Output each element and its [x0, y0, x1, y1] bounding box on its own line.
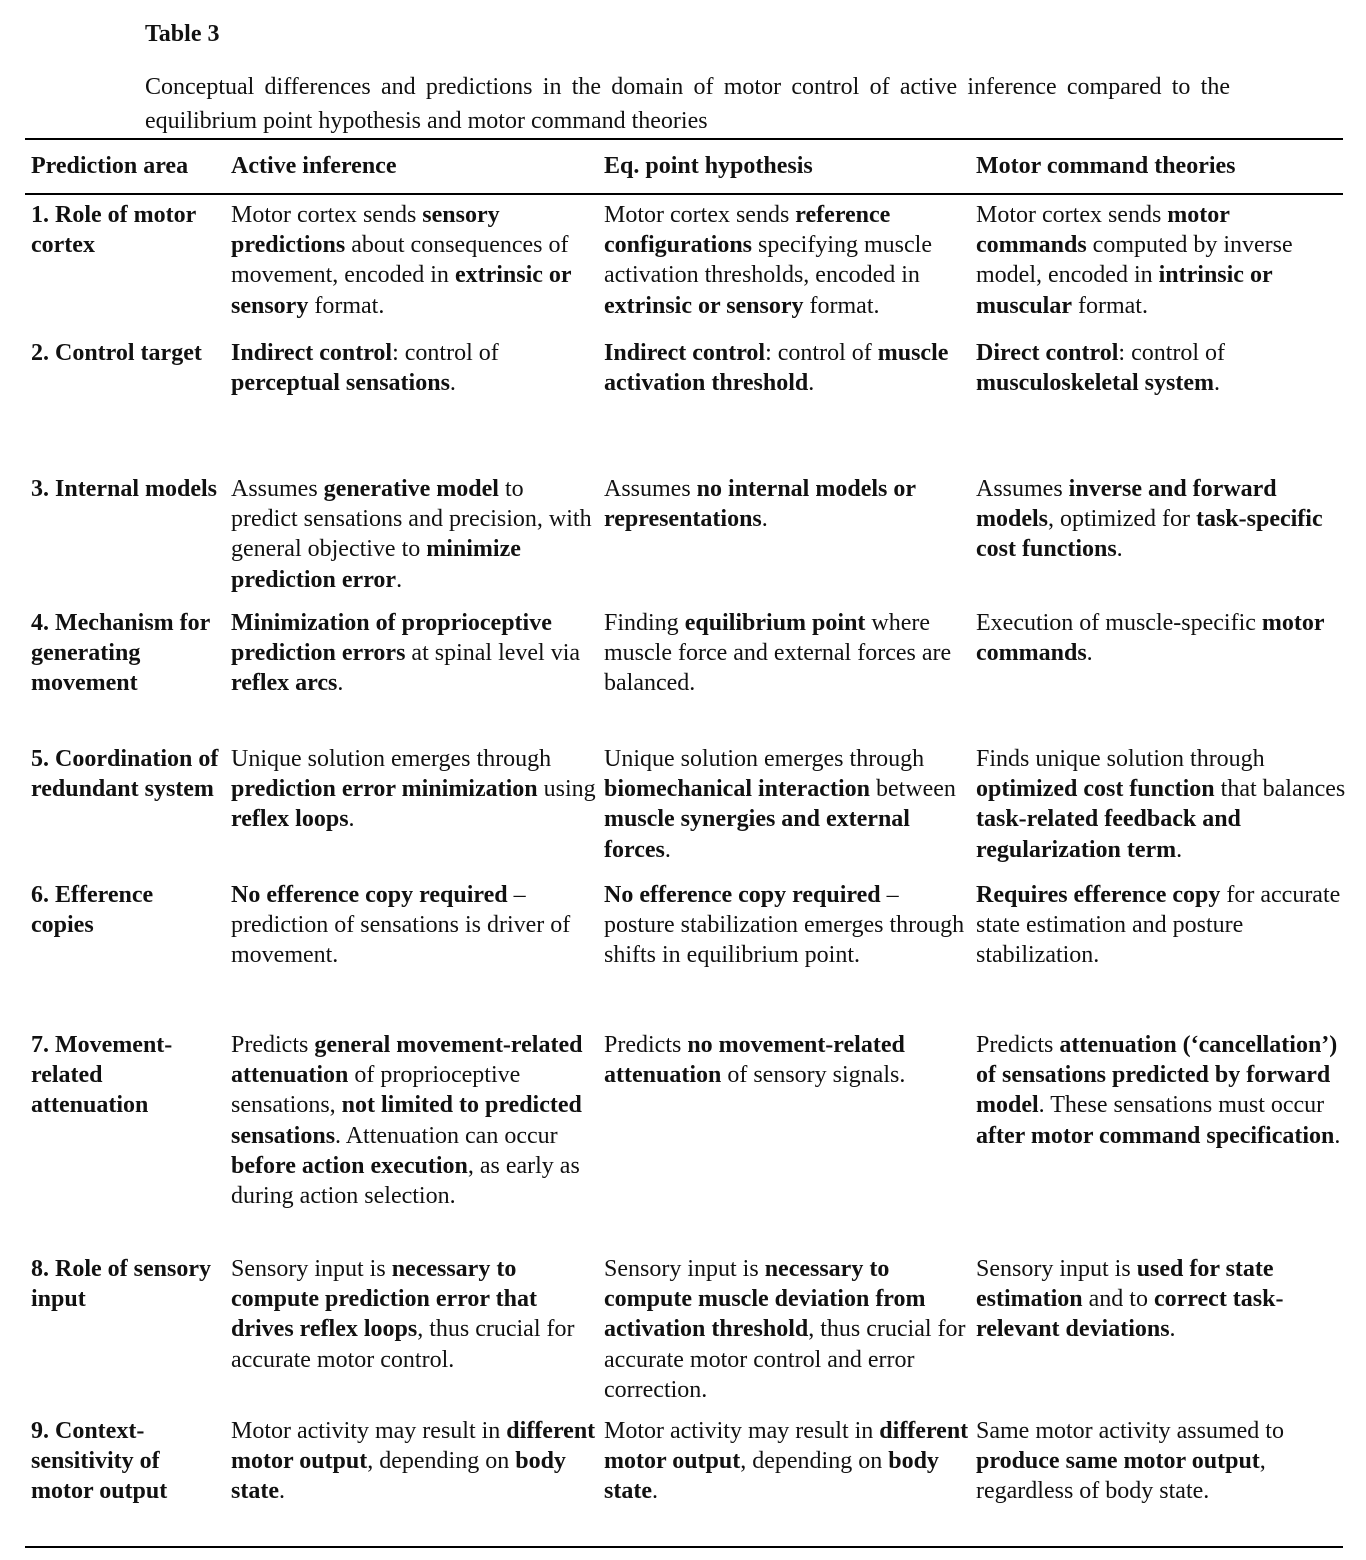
bold-text: not limited to predicted sensations	[231, 1092, 582, 1149]
text: .	[337, 670, 344, 697]
cell-eq-point	[604, 744, 969, 865]
bold-text: Direct control	[976, 340, 1119, 366]
bold-text: perceptual sensations	[231, 370, 450, 397]
bold-text: necessary to compute prediction error that drives reflex loops	[231, 1256, 537, 1343]
bold-text: different motor output	[231, 1418, 596, 1475]
text: , depending on	[367, 1448, 516, 1475]
text: Assumes	[604, 476, 697, 502]
cell-eq-point	[604, 880, 969, 971]
text: .	[1176, 836, 1183, 863]
text: specifying muscle activation thresholds, encoded in	[604, 232, 932, 289]
text: format.	[803, 292, 880, 319]
bold-text: biomechanical interaction	[604, 776, 870, 803]
cell-eq-point	[604, 338, 969, 398]
text: : control of	[1118, 340, 1226, 366]
text: .	[808, 370, 815, 397]
header-prediction-area: Prediction area	[31, 153, 189, 179]
cell-active-inference	[231, 1416, 596, 1507]
bold-text: attenuation (‘cancellation’) of sensations predicted by forward model	[976, 1032, 1338, 1119]
text: Sensory input is	[604, 1256, 765, 1282]
table-bottom-rule	[25, 1546, 1343, 1548]
text: .	[278, 1478, 285, 1505]
cell-motor-command	[976, 608, 1346, 668]
text: at spinal level via	[405, 640, 581, 667]
bold-text: muscle synergies and external forces	[604, 806, 910, 863]
bold-text: used for state estimation	[976, 1256, 1274, 1313]
bold-text: equilibrium point	[684, 610, 866, 636]
text: .	[396, 566, 403, 593]
bold-text: generative model	[323, 476, 499, 502]
bold-text: necessary to compute muscle deviation from activation threshold	[604, 1256, 926, 1343]
text: .	[449, 370, 456, 397]
text: computed by inverse model, encoded in	[976, 232, 1293, 289]
cell-eq-point	[604, 1030, 969, 1090]
text: : control of	[765, 340, 878, 366]
text: Motor activity may result in	[231, 1418, 507, 1444]
text: Predicts	[604, 1032, 688, 1058]
cell-eq-point	[604, 1416, 969, 1507]
bold-text: reflex arcs	[231, 670, 338, 697]
bold-text: no movement-related attenuation	[604, 1032, 905, 1089]
text: of proprioceptive sensations,	[231, 1062, 521, 1119]
row-prediction-area: 5. Coordination of redundant system	[31, 746, 219, 803]
cell-active-inference	[231, 1030, 596, 1211]
bold-text: body state	[604, 1448, 939, 1505]
cell-active-inference	[231, 608, 596, 699]
text: .	[348, 806, 355, 833]
cell-active-inference	[231, 200, 596, 321]
text: Assumes	[976, 476, 1069, 502]
text: , thus crucial for accurate motor control.	[231, 1316, 575, 1373]
bold-text: general movement-related attenuation	[231, 1032, 583, 1089]
text: .	[1213, 370, 1220, 397]
table-title: Table 3	[145, 21, 220, 47]
text: Motor activity may result in	[604, 1418, 880, 1444]
text: Unique solution emerges through	[231, 746, 552, 772]
row-prediction-area: 9. Context-sensitivity of motor output	[31, 1418, 168, 1505]
bold-text: No efference copy required	[231, 882, 508, 908]
header-eq-point: Eq. point hypothesis	[604, 153, 813, 179]
text: Unique solution emerges through	[604, 746, 925, 772]
cell-motor-command	[976, 1254, 1346, 1345]
header-motor-command: Motor command theories	[976, 153, 1236, 179]
text: format.	[308, 292, 385, 319]
text: Finds unique solution through	[976, 746, 1265, 772]
text: .	[1116, 536, 1123, 563]
header-rule	[25, 193, 1343, 195]
bold-text: produce same motor output	[976, 1448, 1260, 1475]
bold-text: Minimization of proprioceptive prediction errors	[231, 610, 552, 667]
text: . These sensations must occur	[1038, 1092, 1325, 1119]
bold-text: extrinsic or sensory	[604, 292, 804, 319]
cell-active-inference	[231, 1254, 596, 1375]
text: between	[869, 776, 956, 803]
text: .	[1169, 1316, 1176, 1343]
text: .	[1334, 1122, 1341, 1149]
text: Finding	[604, 610, 685, 636]
cell-active-inference	[231, 880, 596, 971]
bold-text: motor commands	[976, 610, 1325, 667]
bold-text: different motor output	[604, 1418, 969, 1475]
cell-eq-point	[604, 474, 969, 534]
text: Motor cortex sends	[231, 202, 423, 228]
bold-text: extrinsic or sensory	[231, 262, 572, 319]
cell-eq-point	[604, 608, 969, 699]
cell-motor-command	[976, 200, 1346, 321]
bold-text: intrinsic or muscular	[976, 262, 1273, 319]
text: , thus crucial for accurate motor control and error correction.	[604, 1316, 966, 1403]
text: Assumes	[231, 476, 324, 502]
bold-text: before action execution	[231, 1152, 468, 1179]
text: for accurate state estimation and posture stabilization.	[976, 882, 1341, 969]
text: , regardless of body state.	[976, 1448, 1266, 1505]
bold-text: musculoskeletal system	[976, 370, 1214, 397]
text: Sensory input is	[976, 1256, 1137, 1282]
cell-motor-command	[976, 1030, 1346, 1151]
bold-text: task-specific cost functions	[976, 506, 1323, 563]
text: : control of	[392, 340, 499, 366]
text: .	[664, 836, 671, 863]
row-prediction-area: 2. Control target	[31, 340, 202, 366]
text: Same motor activity assumed to	[976, 1418, 1284, 1444]
bold-text: Indirect control	[231, 340, 393, 366]
cell-motor-command	[976, 880, 1346, 971]
bold-text: task-related feedback and regularization term	[976, 806, 1241, 863]
text: .	[651, 1478, 658, 1505]
table-caption: Conceptual differences and predictions in the domain of motor control of active inference compared to the equilibrium point hypothesis and motor command theories	[145, 74, 1230, 134]
bold-text: after motor command specification	[976, 1122, 1335, 1149]
row-prediction-area: 3. Internal models	[31, 476, 217, 502]
text: of sensory signals.	[721, 1062, 906, 1089]
text: Motor cortex sends	[976, 202, 1168, 228]
bold-text: no internal models or representations	[604, 476, 916, 533]
bold-text: correct task-relevant deviations	[976, 1286, 1284, 1343]
bold-text: prediction error minimization	[231, 776, 538, 803]
text: . Attenuation can occur	[335, 1122, 558, 1149]
text: to predict sensations and precision, with general objective to	[231, 476, 592, 563]
bold-text: optimized cost function	[976, 776, 1215, 803]
text: – posture stabilization emerges through shifts in equilibrium point.	[604, 882, 965, 969]
text: Motor cortex sends	[604, 202, 796, 228]
text: Predicts	[231, 1032, 315, 1058]
cell-active-inference	[231, 744, 596, 835]
text: .	[1086, 640, 1093, 667]
row-prediction-area: 4. Mechanism for generating movement	[31, 610, 210, 697]
cell-motor-command	[976, 744, 1346, 865]
text: where muscle force and external forces are balanced.	[604, 610, 952, 697]
bold-text: reference configurations	[604, 202, 891, 259]
row-prediction-area: 7. Movement-related attenuation	[31, 1032, 173, 1119]
bold-text: inverse and forward models	[976, 476, 1277, 533]
header-active-inference: Active inference	[231, 153, 397, 179]
table-top-rule	[25, 138, 1343, 140]
text: using	[537, 776, 596, 803]
bold-text: Indirect control	[604, 340, 766, 366]
bold-text: reflex loops	[231, 806, 349, 833]
text: that balances	[1214, 776, 1346, 803]
cell-eq-point	[604, 1254, 969, 1405]
row-prediction-area: 8. Role of sensory input	[31, 1256, 211, 1313]
cell-motor-command	[976, 474, 1346, 565]
bold-text: minimize prediction error	[231, 536, 521, 593]
text: , optimized for	[1048, 506, 1196, 533]
text: and to	[1082, 1286, 1154, 1313]
cell-active-inference	[231, 338, 596, 398]
cell-active-inference	[231, 474, 596, 595]
text: .	[761, 506, 768, 533]
row-prediction-area: 1. Role of motor cortex	[31, 202, 196, 259]
text: Predicts	[976, 1032, 1060, 1058]
cell-eq-point	[604, 200, 969, 321]
text: , depending on	[740, 1448, 889, 1475]
bold-text: motor commands	[976, 202, 1230, 259]
text: about consequences of movement, encoded in	[231, 232, 569, 289]
text: – prediction of sensations is driver of movement.	[231, 882, 571, 969]
bold-text: muscle activation threshold	[604, 340, 949, 397]
text: format.	[1072, 292, 1148, 319]
bold-text: Requires efference copy	[976, 882, 1221, 908]
text: Sensory input is	[231, 1256, 392, 1282]
bold-text: sensory predictions	[231, 202, 500, 259]
row-prediction-area: 6. Efference copies	[31, 882, 154, 939]
bold-text: body state	[231, 1448, 566, 1505]
cell-motor-command	[976, 1416, 1346, 1507]
text: , as early as during action selection.	[231, 1152, 580, 1210]
cell-motor-command	[976, 338, 1346, 398]
bold-text: No efference copy required	[604, 882, 881, 908]
text: Execution of muscle-specific	[976, 610, 1262, 636]
